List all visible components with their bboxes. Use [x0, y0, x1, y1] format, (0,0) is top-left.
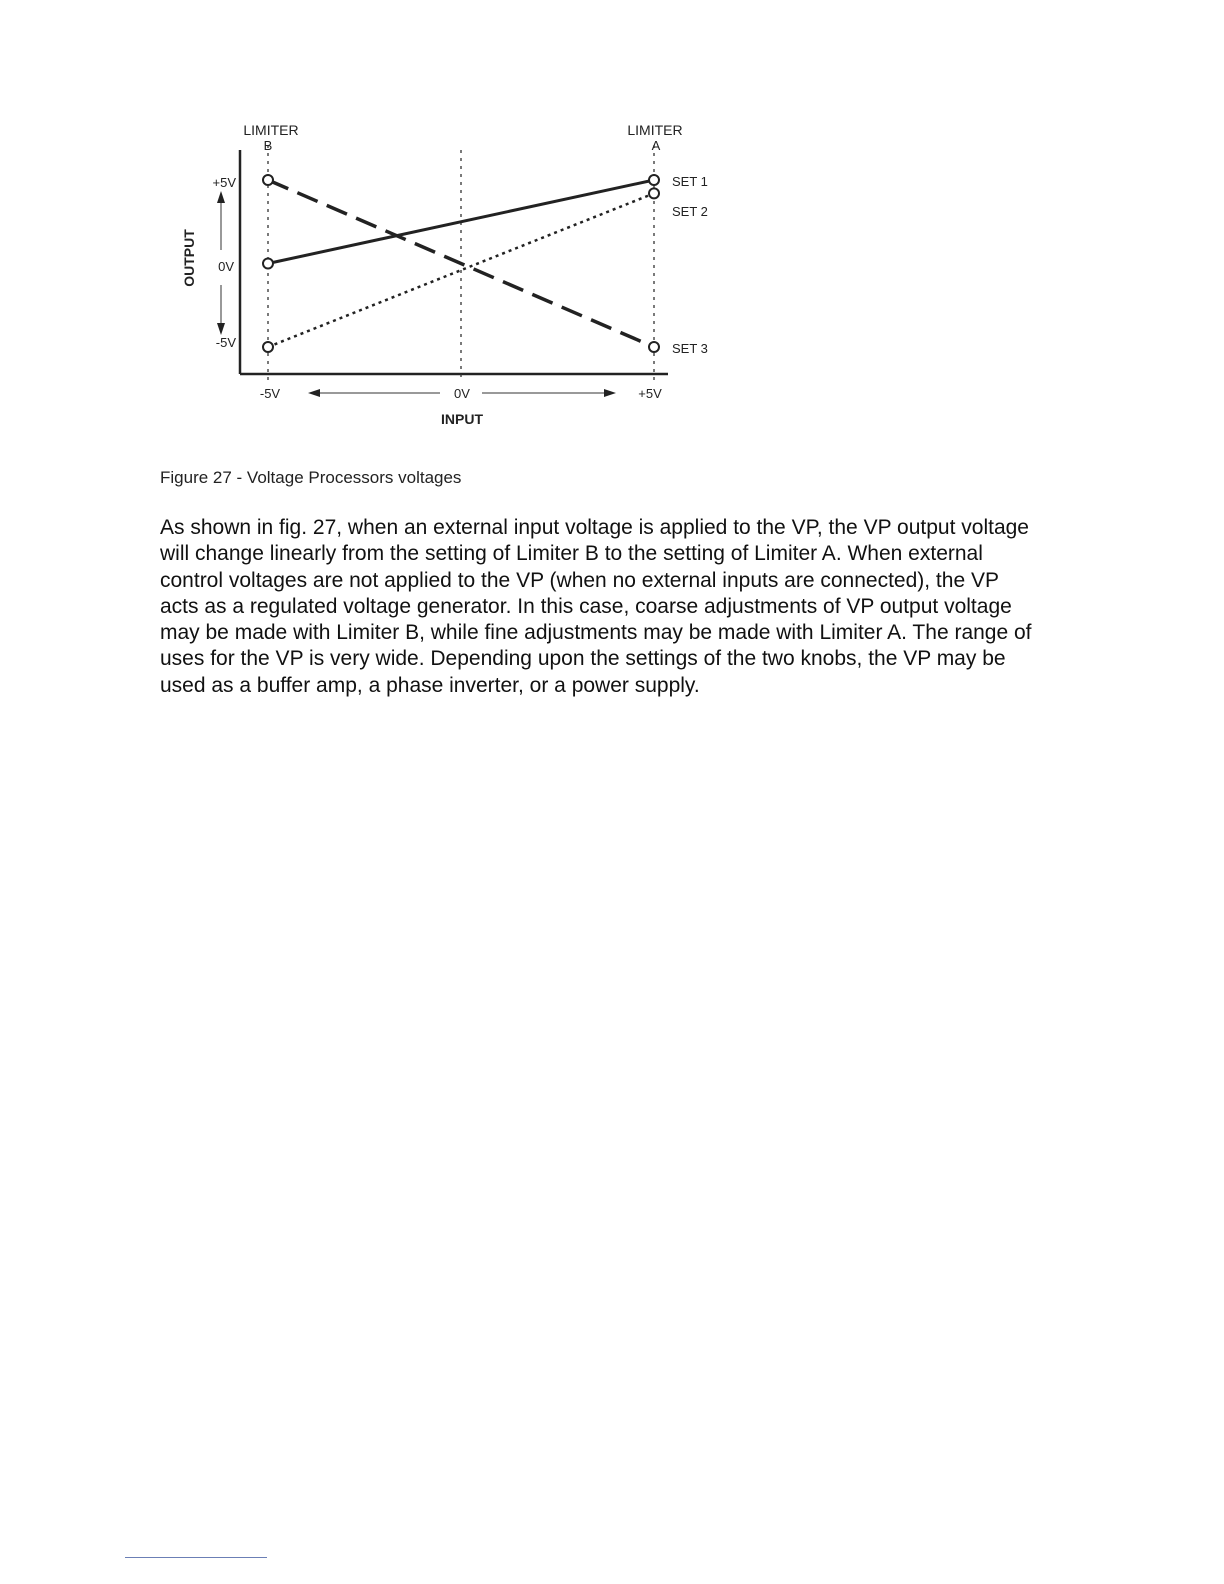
arrow-right-icon [604, 389, 616, 397]
body-paragraph: As shown in fig. 27, when an external input voltage is applied to the VP, the VP output voltage will change linearly from the setting of Limiter B to the setting of Limiter A. When external control voltages are not applied to the VP (when no external inputs are connected), the VP acts as a regulated voltage generator. In this case, coarse adjustments of VP output voltage may be made with Limiter B, while fine adjustments may be made with Limiter A. The range of uses for the VP is very wide. Depending upon the settings of the two knobs, the VP may be used as a buffer amp, a phase inverter, or a power supply. [160, 516, 1032, 697]
voltage-processor-figure [0, 0, 1224, 450]
arrow-down-icon [217, 323, 225, 335]
y-tick-label: -5V [215, 335, 236, 350]
data-point [649, 188, 659, 198]
x-axis-title: INPUT [441, 411, 483, 427]
limiter-b-letter: B [263, 138, 273, 153]
arrow-up-icon [217, 191, 225, 203]
y-tick-label: 0V [218, 259, 234, 274]
set-label: SET 2 [672, 204, 708, 219]
data-point [649, 342, 659, 352]
data-point [649, 175, 659, 185]
set-label: SET 3 [672, 341, 708, 356]
limiter-a-letter: A [651, 138, 661, 153]
limiter-b-label: LIMITER [243, 122, 299, 138]
data-point [263, 175, 273, 185]
data-point [263, 342, 273, 352]
arrow-left-icon [308, 389, 320, 397]
x-tick-label: -5V [259, 386, 281, 401]
x-tick-label: 0V [454, 386, 470, 401]
x-tick-label: +5V [638, 386, 662, 401]
series-line [268, 180, 654, 347]
limiter-a-label: LIMITER [627, 122, 683, 138]
footnote-divider [125, 1557, 267, 1558]
figure-caption: Figure 27 - Voltage Processors voltages [160, 468, 462, 487]
set-label: SET 1 [672, 174, 708, 189]
y-axis-title: OUTPUT [181, 229, 197, 287]
data-point [263, 259, 273, 269]
y-tick-label: +5V [212, 175, 236, 190]
